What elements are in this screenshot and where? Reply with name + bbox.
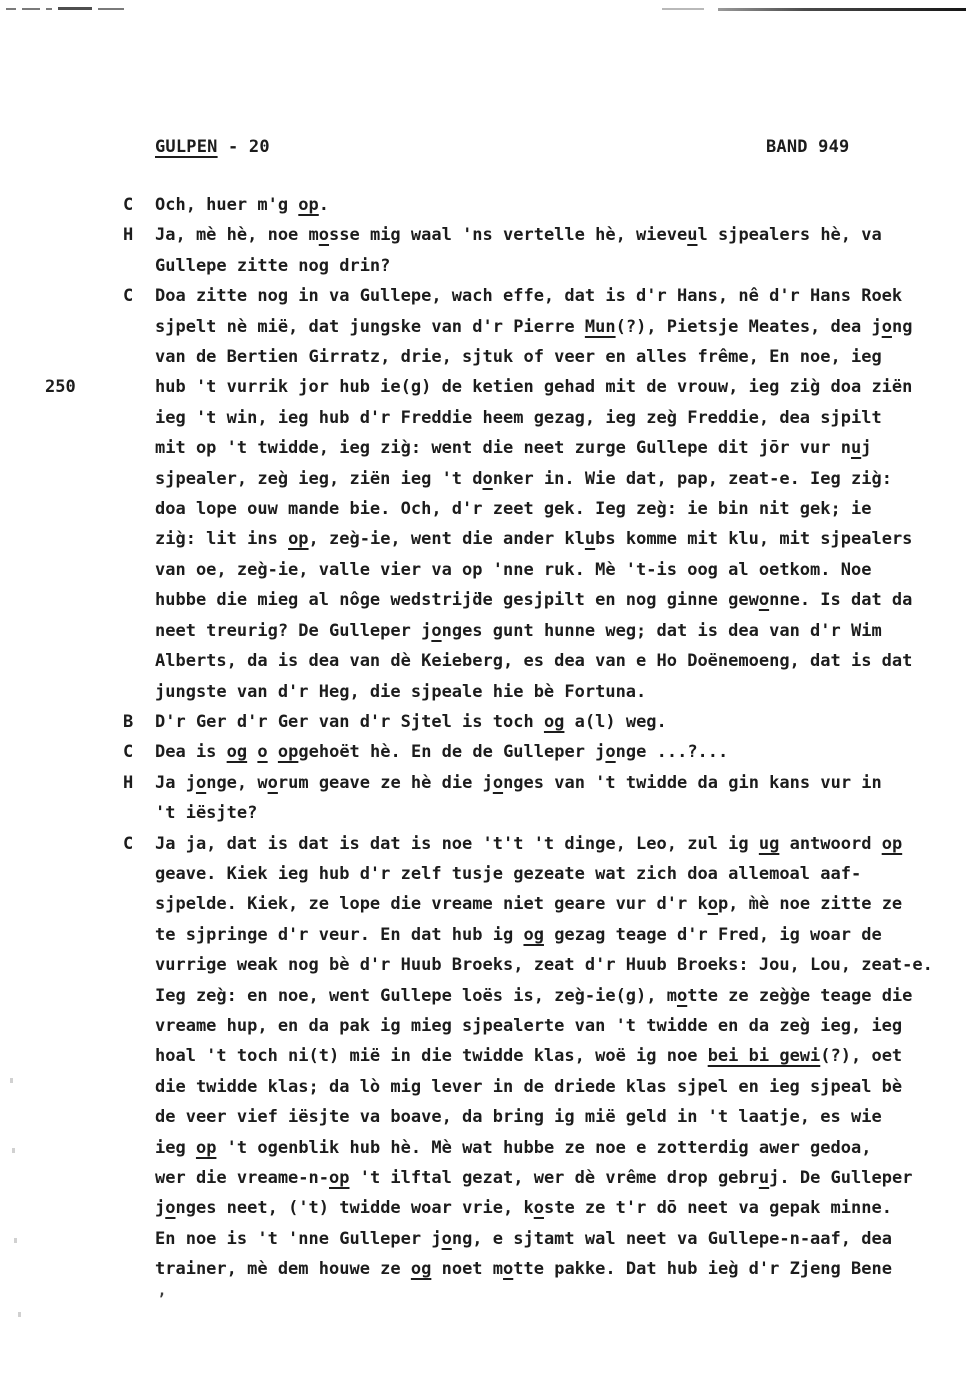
scan-speck: [10, 1078, 13, 1083]
scan-dash: [58, 7, 92, 10]
transcript-line: [123, 403, 958, 433]
transcript-line: [123, 920, 958, 950]
speaker-label: [123, 342, 155, 372]
transcript-line: [123, 524, 958, 554]
transcript-line: [123, 433, 958, 463]
line-text: D'r Ger d'r Ger van d'r Sjtel is toch og a(l) weg.: [155, 711, 667, 732]
speaker-label: [123, 1133, 155, 1163]
line-text: trainer, mè dem houwe ze og noet motte pakke. Dat hub ieg̀ d'r Zjeng Bene: [155, 1259, 892, 1280]
speaker-label: [123, 981, 155, 1011]
line-text: hubbe die mieg al nôge wedstrij̈de gesjpilt en nog ginne gewonne. Is dat da: [155, 590, 913, 611]
scan-dash: [6, 8, 16, 10]
speaker-label: [123, 524, 155, 554]
line-text: vurrige weak nog bè d'r Huub Broeks, zeat d'r Huub Broeks: Jou, Lou, zeat-e.: [155, 955, 933, 976]
line-text: vreame hup, en da pak ig mieg sjpealerte van 't twidde en da zeg̀ ieg, ieg: [155, 1015, 903, 1036]
speaker-label: [123, 950, 155, 980]
speaker-label: [123, 1254, 155, 1284]
speaker-label: [123, 555, 155, 585]
speaker-label: [123, 1102, 155, 1132]
line-text: de veer vief iësjte va boave, da bring ig mië geld in 't laatje, es wie: [155, 1107, 882, 1128]
line-text: En noe is 't 'nne Gulleper jong, e sjtamt wal neet va Gullepe-n-aaf, dea: [155, 1228, 892, 1249]
scan-speck: [18, 1312, 21, 1317]
speaker-label: B: [123, 711, 134, 732]
line-text: wer die vreame-n-op 't ilftal gezat, wer dè vrême drop gebruj. De Gulleper: [155, 1168, 913, 1188]
line-text: Ja ja, dat is dat is dat is noe 't't 't dinge, Leo, zul ig ug antwoord op: [155, 833, 903, 854]
line-text: Alberts, da is dea van dè Keieberg, es dea van e Ho Doënemoeng, dat is dat: [155, 651, 913, 672]
speaker-label: [123, 464, 155, 494]
scan-dash: [22, 8, 40, 10]
transcript-line: [123, 1193, 958, 1223]
scan-artifact-top-left: [6, 7, 124, 10]
transcript-line: [123, 251, 958, 281]
scan-speck: [14, 1238, 17, 1243]
line-text: 't iësjte?: [155, 803, 258, 824]
line-text: Dea is og o opgehoët hè. En de de Gulleper jonge ...?...: [155, 742, 729, 763]
speaker-label: C: [123, 833, 134, 854]
speaker-label: [123, 1224, 155, 1254]
transcript-line: [123, 342, 958, 372]
line-text: doa lope ouw mande bie. Och, d'r zeet gek. Ieg zeg̀: ie bin nit gek; ie: [155, 499, 872, 520]
transcript-line: [123, 190, 958, 220]
transcript-line: [123, 1072, 958, 1102]
line-text: Ja, mè hè, noe mosse mig waal 'ns vertelle hè, wieveul sjpealers hè, va: [155, 225, 882, 246]
speaker-label: [123, 372, 155, 402]
line-text: te sjpringe d'r veur. En dat hub ig og gezag teage d'r Fred, ig woar de: [155, 924, 882, 945]
line-text: sjpelde. Kiek, ze lope die vreame niet geare vur d'r kop, m̀è noe zitte ze: [155, 894, 903, 915]
speaker-label: [123, 798, 155, 828]
transcript-line: [123, 646, 958, 676]
transcript-line: [123, 1102, 958, 1132]
transcript-line: [123, 1254, 958, 1284]
document-title: GULPEN - 20: [155, 137, 270, 157]
transcript-line: [123, 737, 958, 767]
line-text: sjpelt nè mië, dat jungske van d'r Pierre Mun(?), Pietsje Meates, dea jong: [155, 316, 913, 337]
speaker-label: [123, 1011, 155, 1041]
transcript-line: [123, 281, 958, 311]
line-text: ieg 't win, ieg hub d'r Freddie heem gezag, ieg zeg̀ Freddie, dea sjpilt: [155, 407, 882, 428]
scan-dash: [98, 8, 124, 10]
speaker-label: [123, 1041, 155, 1071]
transcript-line: [123, 677, 958, 707]
transcript-line: [123, 1041, 958, 1071]
transcript-line: [123, 889, 958, 919]
line-text: mit op 't twidde, ieg zig̀: went die neet zurge Gullepe dit jōr vur nuj: [155, 438, 872, 459]
speaker-label: [123, 312, 155, 342]
speaker-label: [123, 646, 155, 676]
line-text: geave. Kiek ieg hub d'r zelf tusje gezeate wat zich doa allemoal aaf-: [155, 863, 862, 884]
speaker-label: H: [123, 772, 134, 793]
line-text: Gullepe zitte nog drin?: [155, 255, 391, 276]
scan-speck: [12, 1148, 15, 1153]
speaker-label: [123, 859, 155, 889]
line-text: hoal 't toch ni(t) mië in die twidde klas, woë ig noe bei bi gewi(?), oet: [155, 1046, 903, 1067]
speaker-label: [123, 616, 155, 646]
speaker-label: H: [123, 225, 134, 246]
scan-mark-bottom: ’: [157, 1290, 167, 1308]
speaker-label: [123, 1163, 155, 1193]
transcript-line: [123, 859, 958, 889]
speaker-label: [123, 585, 155, 615]
line-text: hub 't vurrik jor hub ie(g) de ketien gehad mit de vrouw, ieg zig̀ doa ziën: [155, 377, 913, 398]
transcript-line: [123, 220, 958, 250]
transcript-line: [123, 1011, 958, 1041]
margin-line-number: 250: [45, 377, 76, 397]
transcript-line: [123, 950, 958, 980]
line-text: jungste van d'r Heg, die sjpeale hie bè Fortuna.: [155, 681, 647, 702]
line-text: sjpealer, zeg̀ ieg, ziën ieg 't donker in. Wie dat, pap, zeat-e. Ieg zig̀:: [155, 468, 892, 489]
line-text: die twidde klas; da lò mig lever in de driede klas sjpel en ieg sjpeal bè: [155, 1076, 903, 1097]
speaker-label: [123, 677, 155, 707]
line-text: Ja jonge, worum geave ze hè die jonges van 't twidde da gin kans vur in: [155, 772, 882, 793]
transcript-line: [123, 555, 958, 585]
transcript-line: [123, 372, 958, 402]
speaker-label: [123, 1193, 155, 1223]
page-header: [0, 137, 966, 163]
transcript-line: [123, 464, 958, 494]
transcript-line: [123, 768, 958, 798]
speaker-label: [123, 1072, 155, 1102]
line-text: van de Bertien Girratz, drie, sjtuk of veer en alles frême, En noe, ieg: [155, 347, 882, 368]
speaker-label: [123, 889, 155, 919]
line-text: jonges neet, ('t) twidde woar vrie, koste ze t'r dō neet va gepak minne.: [155, 1198, 892, 1219]
line-text: zig̀: lit ins op, zeg̀-ie, went die ander klubs komme mit klu, mit sjpealers: [155, 529, 913, 550]
speaker-label: C: [123, 286, 134, 307]
scan-dash: [46, 8, 52, 10]
scan-artifact-top-right-light: [662, 8, 704, 10]
speaker-label: [123, 403, 155, 433]
scan-artifact-top-right-dark: [718, 8, 966, 11]
transcript-line: [123, 1163, 958, 1193]
transcript-line: [123, 1224, 958, 1254]
line-text: Doa zitte nog in va Gullepe, wach effe, dat is d'r Hans, nê d'r Hans Roek: [155, 286, 903, 307]
line-text: Ieg zeg̀: en noe, went Gullepe loës is, zeg̀-ie(g), motte ze zeg̀g̀e teage die: [155, 985, 913, 1006]
transcript-line: [123, 494, 958, 524]
transcript-line: [123, 616, 958, 646]
speaker-label: C: [123, 742, 134, 763]
band-number: BAND 949: [766, 137, 850, 157]
transcript-line: [123, 829, 958, 859]
transcript-line: [123, 312, 958, 342]
transcript-line: [123, 981, 958, 1011]
transcript-line: [123, 585, 958, 615]
speaker-label: C: [123, 195, 134, 215]
transcript-line: [123, 707, 958, 737]
speaker-label: [123, 251, 155, 281]
line-text: neet treurig? De Gulleper jonges gunt hunne weg; dat is dea van d'r Wim: [155, 620, 882, 641]
speaker-label: [123, 494, 155, 524]
line-text: Och, huer m'g op.: [155, 195, 330, 215]
transcript: [123, 190, 958, 1285]
speaker-label: [123, 433, 155, 463]
line-text: ieg op 't ogenblik hub hè. Mè wat hubbe ze noe e zotterdig awer gedoa,: [155, 1137, 872, 1158]
transcript-line: [123, 1133, 958, 1163]
transcript-line: [123, 798, 958, 828]
line-text: van oe, zeg̀-ie, valle vier va op 'nne ruk. Mè 't-is oog al oetkom. Noe: [155, 559, 872, 580]
speaker-label: [123, 920, 155, 950]
